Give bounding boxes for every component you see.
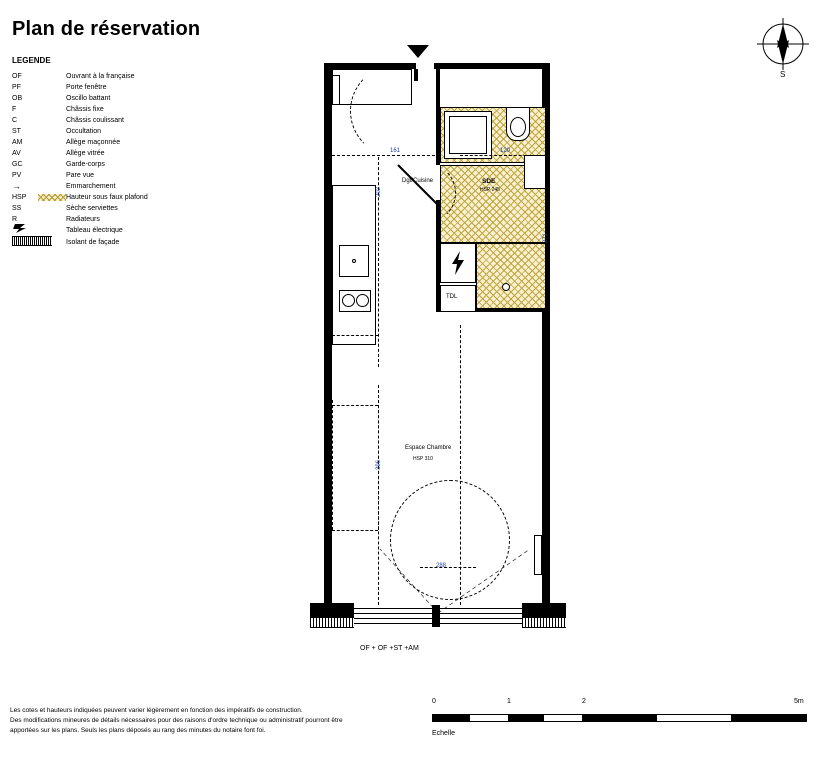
legend-label: Garde-corps [66, 161, 105, 168]
legend-code: C [12, 117, 18, 124]
legend-code: PF [12, 84, 21, 91]
guide-vertical-e [332, 400, 333, 530]
facade-insulation-right [522, 617, 566, 628]
legend-code: GC [12, 161, 23, 168]
legend-code: R [12, 216, 18, 223]
entrance-arrow-icon [407, 45, 429, 58]
compass-rose [752, 18, 814, 88]
scale-label: Echelle [432, 730, 455, 737]
wc-bowl-icon [510, 117, 526, 137]
sde-door-leaf [396, 163, 458, 225]
legend-label: Emmarchement [66, 183, 116, 190]
tdl-label: TDL [446, 294, 458, 300]
scale-seg [731, 715, 806, 721]
scale-tick-0: 0 [432, 698, 436, 705]
wall-top-right [434, 63, 550, 69]
legend-label: Allège maçonnée [66, 139, 121, 146]
legend-code: ST [12, 128, 21, 135]
legend-label: Oscillo battant [66, 95, 111, 102]
room-label-dgt-cuisine: Dgt/Cuisine [402, 178, 434, 184]
opening-label: OF + OF +ST +AM [360, 645, 419, 652]
legend-label: Châssis fixe [66, 106, 104, 113]
scale-seg [544, 715, 582, 721]
facade-insulation-left [310, 617, 354, 628]
room-hsp-sde: HSP 245 [480, 187, 500, 193]
scale-bar [432, 714, 807, 722]
legend-code: OF [12, 73, 22, 80]
floor-plan [310, 45, 600, 665]
lightning-icon [450, 251, 466, 275]
legend-item [12, 126, 312, 137]
legend-code [12, 236, 66, 250]
legend-item [12, 82, 312, 93]
legend-label: Sèche serviettes [66, 205, 118, 212]
legend-panel [12, 56, 312, 249]
legend-item [12, 93, 312, 104]
guide-horizontal-a [332, 335, 378, 336]
wall-left [324, 63, 332, 608]
dimension-line-161 [332, 155, 440, 156]
footer-note [10, 706, 390, 736]
dimension-161: 161 [390, 148, 401, 154]
scale-seg [470, 715, 508, 721]
scale-seg [433, 715, 470, 721]
compass-icon [752, 18, 814, 70]
legend-label: Pare vue [66, 172, 95, 179]
left-wall-niche [332, 75, 340, 105]
washbasin [524, 155, 546, 189]
sink-drain-icon [352, 259, 356, 263]
legend-code: PV [12, 172, 22, 179]
hob-burner-right-icon [356, 294, 369, 307]
legend-label: Tableau électrique [66, 227, 123, 234]
dimension-396: 396 [376, 459, 382, 470]
dimension-120: 120 [500, 148, 511, 154]
legend-code: F [12, 106, 17, 113]
legend-item [12, 192, 312, 203]
legend-label: Allège vitrée [66, 150, 105, 157]
scale-bar-group [432, 698, 812, 737]
dimension-202: 202 [376, 186, 382, 197]
sde-zone-lower [476, 243, 546, 309]
scale-tick-2: 2 [582, 698, 586, 705]
legend-item [12, 104, 312, 115]
lightning-icon [12, 224, 34, 233]
legend-code: SS [12, 205, 22, 212]
compass-south-label: S [780, 70, 786, 79]
legend-item [12, 225, 312, 236]
legend-label: Isolant de façade [66, 239, 120, 246]
footer-note-line-3: apportées sur les plans. Seuls les plans déposés au rang des minutes du notaire font foi. [10, 727, 266, 734]
legend-item [12, 71, 312, 82]
dimension-line-120 [460, 155, 546, 156]
arrow-icon: → [12, 181, 21, 191]
legend-item [12, 159, 312, 170]
legend-item [12, 137, 312, 148]
hob-burner-left-icon [342, 294, 355, 307]
scale-seg [508, 715, 545, 721]
scale-ticks [432, 698, 812, 710]
legend-label: Ouvrant à la française [66, 73, 135, 80]
guide-horizontal-b [332, 405, 378, 406]
legend-label: Radiateurs [66, 216, 100, 223]
legend-item [12, 181, 312, 192]
dimension-288: 288 [436, 563, 447, 569]
shower-tray-inner [449, 116, 487, 154]
legend-label: Hauteur sous faux plafond [66, 194, 148, 201]
legend-item [12, 236, 312, 249]
sight-lines [370, 535, 540, 615]
room-label-espace-chambre: Espace Chambre [405, 445, 452, 451]
floor-drain-icon [502, 283, 510, 291]
legend-item [12, 148, 312, 159]
legend-item [12, 115, 312, 126]
room-label-sde: SDE [482, 178, 496, 185]
legend-heading: LEGENDE [12, 56, 51, 65]
legend-item [12, 170, 312, 181]
legend-code: AV [12, 150, 21, 157]
scale-seg [582, 715, 657, 721]
footer-note-line-1: Les cotes et hauteurs indiquées peuvent varier légèrement en fonction des impératifs de construction. [10, 707, 303, 714]
legend-label: Porte fenêtre [66, 84, 107, 91]
guide-horizontal-c [332, 530, 378, 531]
room-hsp-chambre: HSP 310 [413, 456, 433, 462]
dimension-271: 271 [543, 232, 549, 243]
legend-label: Occultation [66, 128, 102, 135]
entry-door-leaf [438, 69, 440, 115]
hatch-swatch-icon [38, 194, 66, 201]
page-title: Plan de réservation [12, 18, 201, 40]
scale-seg [657, 715, 732, 721]
entry-door-swing [350, 65, 442, 157]
legend-item [12, 203, 312, 214]
legend-label: Châssis coulissant [66, 117, 124, 124]
insulation-swatch-icon [12, 236, 52, 246]
legend-code: HSP [12, 194, 27, 201]
scale-tick-1: 1 [507, 698, 511, 705]
footer-note-line-2: Des modifications mineures de détails nécessaires pour des raisons d'ordre technique ou administratif pourront être [10, 717, 343, 724]
legend-code: OB [12, 95, 23, 102]
legend-code: AM [12, 139, 23, 146]
wall-bottom-left [310, 603, 354, 617]
scale-tick-3: 5m [794, 698, 804, 705]
